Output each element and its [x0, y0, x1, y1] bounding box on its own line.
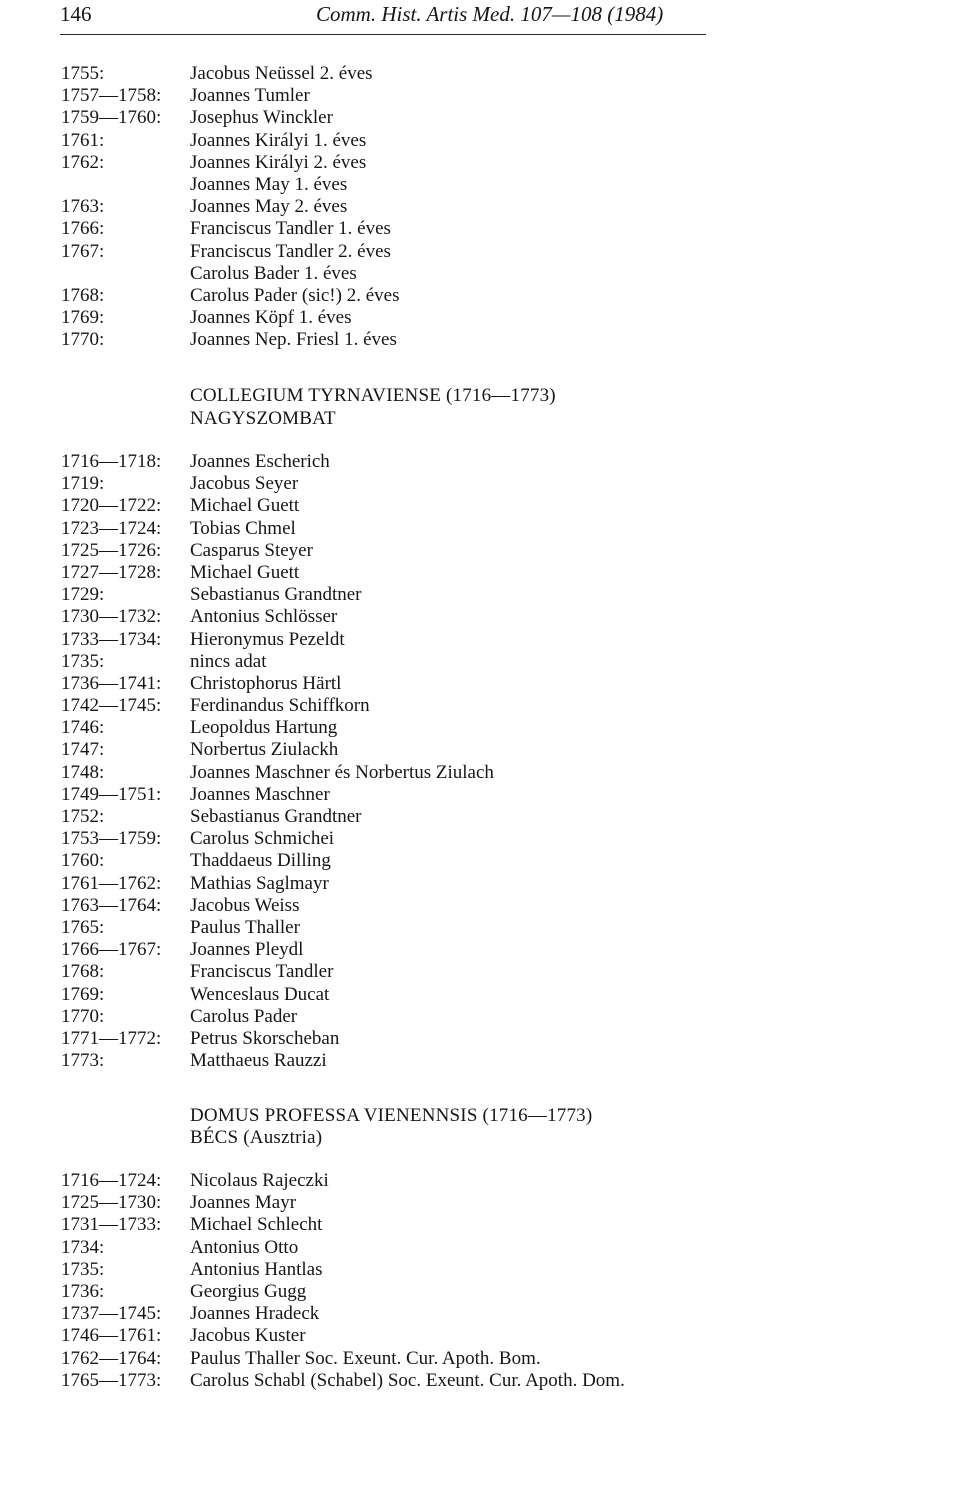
list-entry — [0, 806, 960, 828]
entry-years: 1766: — [61, 218, 105, 240]
list-entry — [0, 130, 960, 152]
list-entry — [0, 1259, 960, 1281]
entry-years: 1765—1773: — [61, 1369, 162, 1391]
entry-years: 1729: — [61, 584, 105, 606]
list-entry — [0, 873, 960, 895]
entry-name: Michael Schlecht — [190, 1214, 323, 1236]
entry-name: Carolus Bader 1. éves — [190, 262, 357, 284]
entry-years: 1720—1722: — [61, 495, 162, 517]
entry-years: 1770: — [61, 329, 105, 351]
list-entry — [0, 673, 960, 695]
list-entry — [0, 518, 960, 540]
section-subheading-becs: BÉCS (Ausztria) — [190, 1127, 323, 1148]
entry-name: Jacobus Weiss — [190, 894, 300, 916]
list-entry — [0, 1281, 960, 1303]
list-entry — [0, 1370, 960, 1392]
list-entry — [0, 1303, 960, 1325]
list-entry — [0, 1050, 960, 1072]
list-entry — [0, 1006, 960, 1028]
entry-years: 1768: — [61, 284, 105, 306]
entry-years: 1736—1741: — [61, 672, 162, 694]
entry-name: Paulus Thaller Soc. Exeunt. Cur. Apoth. Bom. — [190, 1347, 541, 1369]
entry-years: 1763: — [61, 196, 105, 218]
collegium-tyrnaviense-list — [0, 451, 960, 1072]
entry-years: 1752: — [61, 806, 105, 827]
list-entry — [0, 1214, 960, 1236]
entry-years: 1719: — [61, 473, 105, 495]
entry-name: Joannes Királyi 1. éves — [190, 129, 367, 151]
list-entry — [0, 762, 960, 784]
entry-name: Nicolaus Rajeczki — [190, 1170, 329, 1191]
entry-name: Mathias Saglmayr — [190, 872, 329, 894]
entry-name: Joannes May 1. éves — [190, 173, 348, 195]
entry-years: 1761—1762: — [61, 872, 162, 894]
entry-name: Joannes Pleydl — [190, 939, 304, 961]
entry-years: 1736: — [61, 1280, 105, 1302]
entry-name: Casparus Steyer — [190, 539, 313, 561]
list-entry — [0, 107, 960, 129]
entry-years: 1771—1772: — [61, 1027, 162, 1049]
entry-name: Leopoldus Hartung — [190, 717, 338, 739]
entry-name: Joannes Maschner — [190, 783, 330, 805]
entry-years: 1747: — [61, 739, 105, 761]
entry-name: Joannes Köpf 1. éves — [190, 307, 352, 329]
entry-name: Matthaeus Rauzzi — [190, 1050, 327, 1072]
page-header — [0, 0, 960, 40]
list-entry — [0, 584, 960, 606]
list-entry — [0, 1325, 960, 1347]
list-entry — [0, 939, 960, 961]
entry-name: Petrus Skorscheban — [190, 1027, 340, 1049]
entry-name: Carolus Pader — [190, 1005, 298, 1027]
entry-name: Sebastianus Grandtner — [190, 806, 362, 827]
entry-years: 1746: — [61, 717, 105, 739]
entry-years: 1755: — [61, 63, 105, 84]
entry-name: Carolus Schmichei — [190, 828, 335, 850]
entry-name: Jacobus Seyer — [190, 473, 299, 495]
list-entry — [0, 629, 960, 651]
list-entry — [0, 473, 960, 495]
entry-years: 1769: — [61, 307, 105, 329]
entry-name: Joannes Nep. Friesl 1. éves — [190, 329, 397, 351]
entry-name: Franciscus Tandler 2. éves — [190, 240, 391, 262]
list-entry — [0, 651, 960, 673]
entry-name: Joannes May 2. éves — [190, 196, 348, 218]
list-entry — [0, 1170, 960, 1192]
entry-name: Tobias Chmel — [190, 517, 296, 539]
list-entry — [0, 984, 960, 1006]
entry-name: Michael Guett — [190, 495, 300, 517]
entry-name: Ferdinandus Schiffkorn — [190, 695, 370, 717]
entry-years: 1762—1764: — [61, 1347, 162, 1369]
entry-years: 1763—1764: — [61, 894, 162, 916]
entry-name: Joannes Maschner és Norbertus Ziulach — [190, 761, 494, 783]
entry-name: Carolus Schabl (Schabel) Soc. Exeunt. Cur. Apoth. Dom. — [190, 1369, 625, 1391]
entry-years: 1767: — [61, 240, 105, 262]
entry-name: Jacobus Neüssel 2. éves — [190, 63, 373, 84]
running-title: Comm. Hist. Artis Med. 107—108 (1984) — [316, 2, 664, 26]
entry-name: Georgius Gugg — [190, 1280, 307, 1302]
entry-name: Wenceslaus Ducat — [190, 983, 330, 1005]
list-entry — [0, 495, 960, 517]
list-entry — [0, 63, 960, 85]
entry-years: 1737—1745: — [61, 1303, 162, 1325]
list-entry — [0, 784, 960, 806]
entry-years: 1770: — [61, 1005, 105, 1027]
entry-years: 1768: — [61, 961, 105, 983]
list-entry — [0, 1028, 960, 1050]
entry-years: 1734: — [61, 1236, 105, 1258]
apothecary-list-section — [0, 63, 960, 351]
list-entry — [0, 717, 960, 739]
entry-years: 1731—1733: — [61, 1214, 162, 1236]
entry-years: 1727—1728: — [61, 561, 162, 583]
list-entry — [0, 263, 960, 285]
entry-name: Joannes Escherich — [190, 451, 330, 472]
entry-years: 1765: — [61, 916, 105, 938]
list-entry — [0, 562, 960, 584]
entry-years: 1725—1730: — [61, 1192, 162, 1214]
list-entry — [0, 606, 960, 628]
list-entry — [0, 241, 960, 263]
entry-name: Josephus Winckler — [190, 107, 333, 129]
entry-name: Jacobus Kuster — [190, 1325, 306, 1347]
entry-years: 1733—1734: — [61, 628, 162, 650]
entry-years: 1716—1724: — [61, 1170, 162, 1191]
list-entry — [0, 218, 960, 240]
entry-years: 1730—1732: — [61, 606, 162, 628]
entry-name: Carolus Pader (sic!) 2. éves — [190, 284, 400, 306]
entry-years: 1762: — [61, 151, 105, 173]
list-entry — [0, 329, 960, 351]
list-entry — [0, 695, 960, 717]
list-entry — [0, 196, 960, 218]
entry-years: 1773: — [61, 1050, 105, 1072]
entry-name: Franciscus Tandler — [190, 961, 334, 983]
entry-years: 1749—1751: — [61, 783, 162, 805]
entry-name: Hieronymus Pezeldt — [190, 628, 345, 650]
entry-years: 1748: — [61, 761, 105, 783]
entry-years: 1760: — [61, 850, 105, 872]
section-heading-collegium-tyrnaviense: COLLEGIUM TYRNAVIENSE (1716—1773) — [190, 385, 556, 406]
entry-name: Norbertus Ziulackh — [190, 739, 339, 761]
entry-years: 1735: — [61, 1258, 105, 1280]
entry-name: Michael Guett — [190, 561, 300, 583]
list-entry — [0, 1348, 960, 1370]
entry-name: Franciscus Tandler 1. éves — [190, 218, 391, 240]
entry-years: 1757—1758: — [61, 85, 162, 107]
entry-years: 1761: — [61, 129, 105, 151]
list-entry — [0, 152, 960, 174]
entry-name: Sebastianus Grandtner — [190, 584, 362, 606]
entry-name: nincs adat — [190, 650, 267, 672]
entry-years: 1725—1726: — [61, 539, 162, 561]
entry-name: Joannes Mayr — [190, 1192, 297, 1214]
list-entry — [0, 540, 960, 562]
list-entry — [0, 739, 960, 761]
list-entry — [0, 451, 960, 473]
entry-name: Paulus Thaller — [190, 916, 300, 938]
header-rule — [60, 34, 706, 35]
list-entry — [0, 1192, 960, 1214]
entry-years: 1716—1718: — [61, 451, 162, 472]
entry-years: 1735: — [61, 650, 105, 672]
list-entry — [0, 850, 960, 872]
section-subheading-nagyszombat: NAGYSZOMBAT — [190, 408, 336, 429]
list-entry — [0, 1237, 960, 1259]
list-entry — [0, 307, 960, 329]
list-entry — [0, 895, 960, 917]
entry-name: Antonius Schlösser — [190, 606, 338, 628]
entry-name: Thaddaeus Dilling — [190, 850, 331, 872]
entry-years: 1723—1724: — [61, 517, 162, 539]
list-entry — [0, 85, 960, 107]
list-entry — [0, 285, 960, 307]
entry-name: Joannes Királyi 2. éves — [190, 151, 367, 173]
entry-name: Joannes Tumler — [190, 85, 310, 107]
list-entry — [0, 961, 960, 983]
entry-name: Joannes Hradeck — [190, 1303, 320, 1325]
entry-name: Christophorus Härtl — [190, 672, 342, 694]
entry-years: 1766—1767: — [61, 939, 162, 961]
entry-name: Antonius Otto — [190, 1236, 299, 1258]
entry-name: Antonius Hantlas — [190, 1258, 323, 1280]
list-entry — [0, 174, 960, 196]
entry-years: 1753—1759: — [61, 828, 162, 850]
domus-professa-list — [0, 1170, 960, 1392]
page-number: 146 — [60, 2, 92, 26]
section-heading-domus-professa: DOMUS PROFESSA VIENENNSIS (1716—1773) — [190, 1105, 593, 1126]
list-entry — [0, 828, 960, 850]
list-entry — [0, 917, 960, 939]
entry-years: 1742—1745: — [61, 695, 162, 717]
entry-years: 1769: — [61, 983, 105, 1005]
entry-years: 1746—1761: — [61, 1325, 162, 1347]
entry-years: 1759—1760: — [61, 107, 162, 129]
